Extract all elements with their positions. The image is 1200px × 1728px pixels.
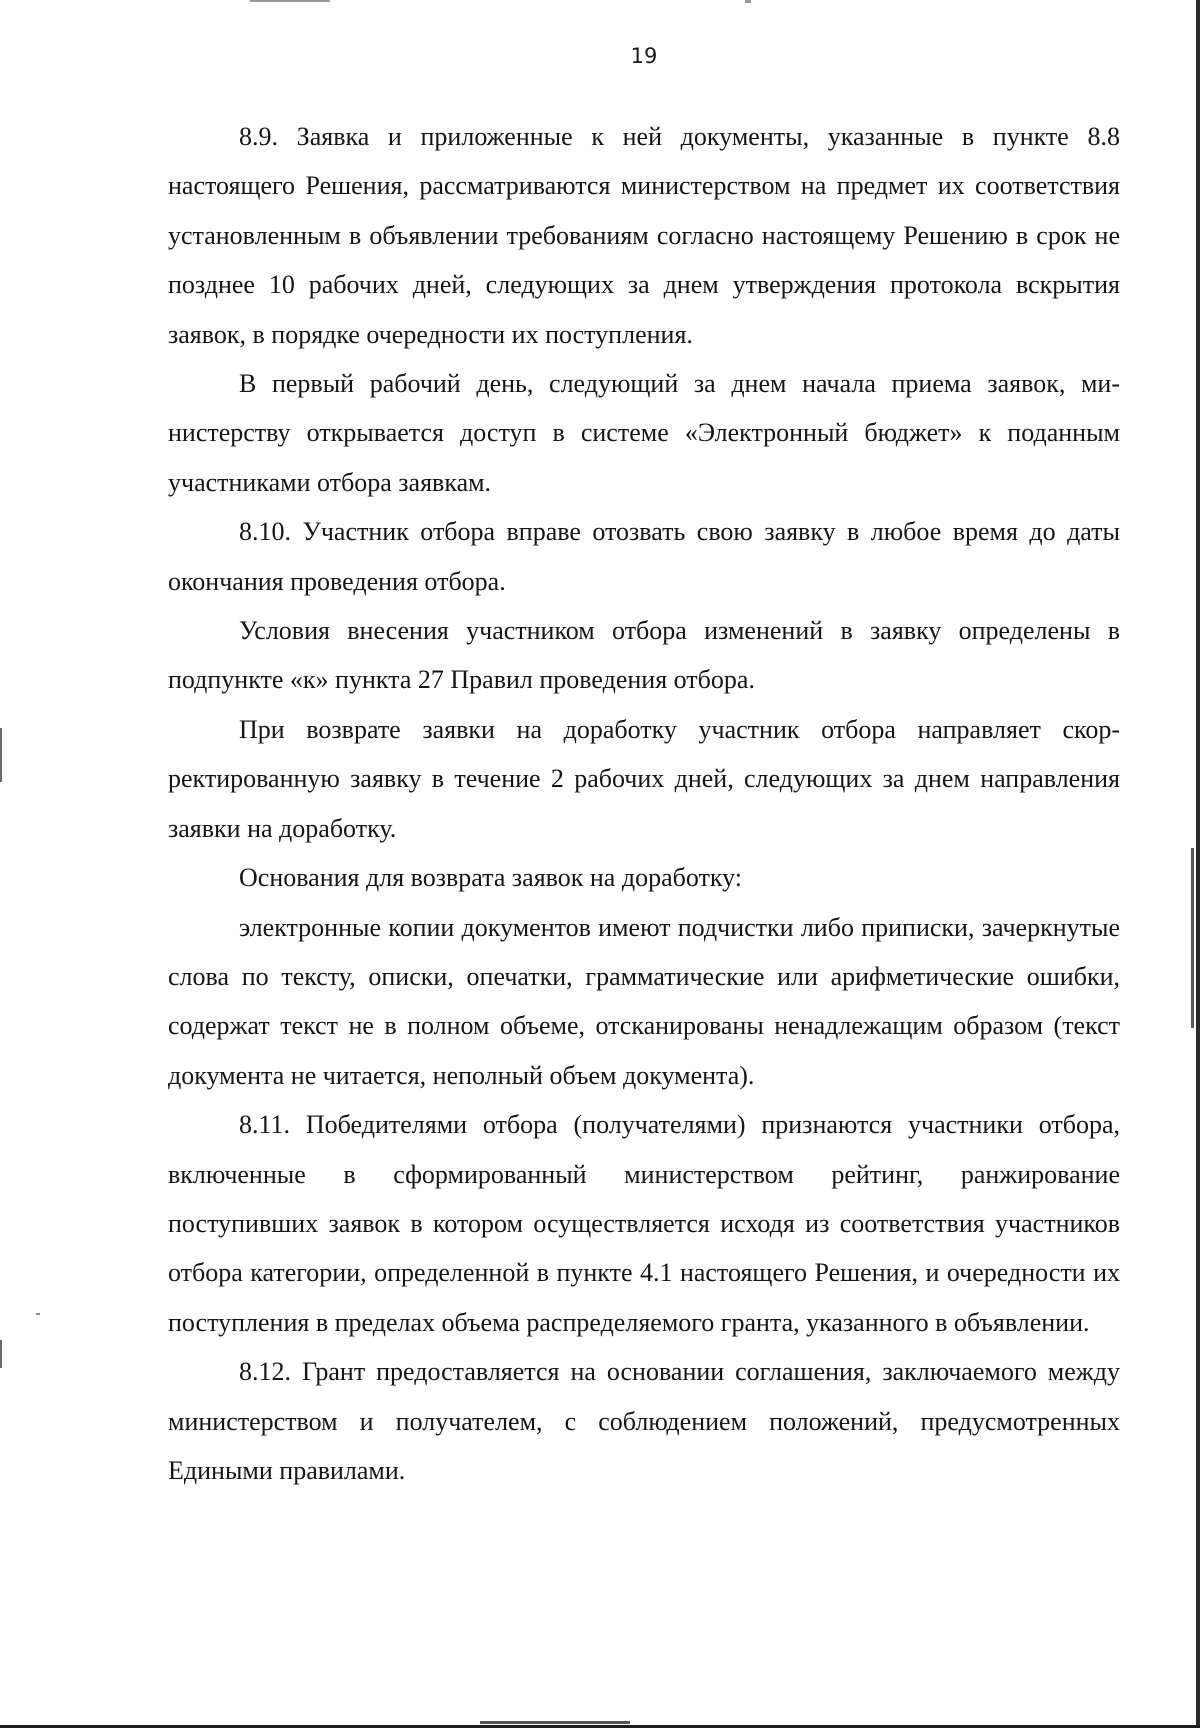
paragraph-access: В первый рабочий день, следующий за днем начала приема заявок, министерству открывается доступ в системе «Электронный бюджет» к поданным участниками отбора заявкам.: [168, 369, 1120, 497]
scan-artifact: [480, 1721, 630, 1724]
paragraph-changes: Условия внесения участником отбора изменений в заявку определены в подпункте «к» пункта 27 Правил проведения отбора.: [168, 616, 1120, 695]
scan-artifact: [36, 1313, 40, 1315]
scan-artifact: [0, 728, 2, 782]
page-number: 19: [630, 44, 658, 68]
paragraph-8-12: 8.12. Грант предоставляется на основании соглашения, заключаемого между министерством и получателем, с соблюдением положений, предусмотренных Едиными правилами.: [168, 1357, 1120, 1485]
paragraph-8-11: 8.11. Победителями отбора (получателями) признаются участники отбора, включенные в сформированный министерством рейтинг, ранжирование поступивших заявок в котором осуществляется исходя из соответствия участников отбора категории, определенной в пункте 4.1 настоящего Решения, и очередности их поступления в пределах объема распределяемого гранта, указанного в объявлении.: [168, 1110, 1120, 1337]
scan-artifact: [745, 0, 751, 3]
paragraph-8-9: 8.9. Заявка и приложенные к ней документы, указанные в пункте 8.8 настоящего Решения, рассматриваются министерством на предмет их соответствия установленным в объявлении требованиям согласно настоящему Решению в срок не позднее 10 рабочих дней, следующих за днем утверждения протокола вскрытия заявок, в порядке очередности их поступления.: [168, 122, 1120, 349]
paragraph-grounds-heading: Основания для возврата заявок на доработку:: [239, 863, 743, 893]
document-body: [168, 112, 1120, 1495]
scan-artifact: [1191, 848, 1194, 1028]
scan-artifact: [0, 1340, 2, 1368]
scan-edge: [1196, 0, 1200, 1728]
paragraph-8-10: 8.10. Участник отбора вправе отозвать свою заявку в любое время до даты окончания проведения отбора.: [168, 517, 1120, 596]
paragraph-return: При возврате заявки на доработку участник отбора направляет скорректированную заявку в течение 2 рабочих дней, следующих за днем направления заявки на доработку.: [168, 714, 1120, 843]
paragraph-grounds-list: электронные копии документов имеют подчистки либо приписки, зачеркнутые слова по тексту, описки, опечатки, грамматические или арифметические ошибки, содержат текст не в полном объеме, отсканированы ненадлежащим образом (текст документа не читается, неполный объем документа).: [168, 912, 1120, 1090]
scan-artifact: [250, 0, 330, 2]
